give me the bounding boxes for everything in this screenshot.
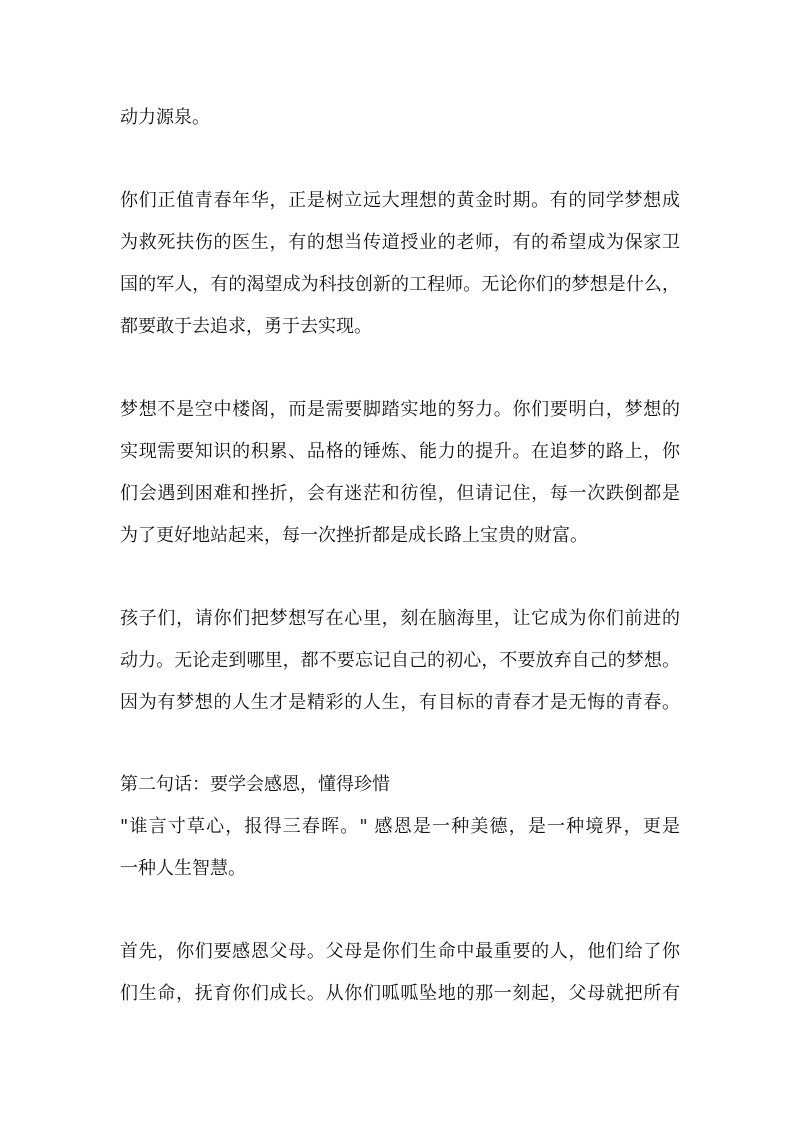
paragraph-line: 为了更好地站起来，每一次挫折都是成长路上宝贵的财富。: [120, 525, 588, 546]
paragraph-line: 动力。无论走到哪里，都不要忘记自己的初心，不要放弃自己的梦想。: [120, 650, 680, 671]
paragraph-line: 国的军人，有的渴望成为科技创新的工程师。无论你们的梦想是什么，: [120, 274, 680, 295]
paragraph-line: 孩子们，请你们把梦想写在心里，刻在脑海里，让它成为你们前进的: [120, 608, 680, 629]
paragraph-line: "谁言寸草心，报得三春晖。" 感恩是一种美德，是一种境界，更是: [120, 816, 680, 837]
paragraph-line: 一种人生智慧。: [120, 858, 246, 879]
section-heading: 第二句话：要学会感恩，懂得珍惜: [120, 774, 390, 795]
paragraph-line: 实现需要知识的积累、品格的锤炼、能力的提升。在追梦的路上，你: [120, 441, 680, 462]
paragraph-line: 动力源泉。: [120, 107, 210, 128]
paragraph-line: 们生命，抚育你们成长。从你们呱呱坠地的那一刻起，父母就把所有: [120, 983, 680, 1004]
paragraph-line: 都要敢于去追求，勇于去实现。: [120, 316, 372, 337]
paragraph-line: 因为有梦想的人生才是精彩的人生，有目标的青春才是无悔的青春。: [120, 692, 680, 713]
paragraph-line: 你们正值青春年华，正是树立远大理想的黄金时期。有的同学梦想成: [120, 190, 680, 211]
paragraph-line: 们会遇到困难和挫折，会有迷茫和彷徨，但请记住，每一次跌倒都是: [120, 483, 680, 504]
paragraph-line: 为救死扶伤的医生，有的想当传道授业的老师，有的希望成为保家卫: [120, 232, 680, 253]
paragraph-line: 首先，你们要感恩父母。父母是你们生命中最重要的人，他们给了你: [120, 941, 680, 962]
paragraph-line: 梦想不是空中楼阁，而是需要脚踏实地的努力。你们要明白，梦想的: [120, 399, 680, 420]
